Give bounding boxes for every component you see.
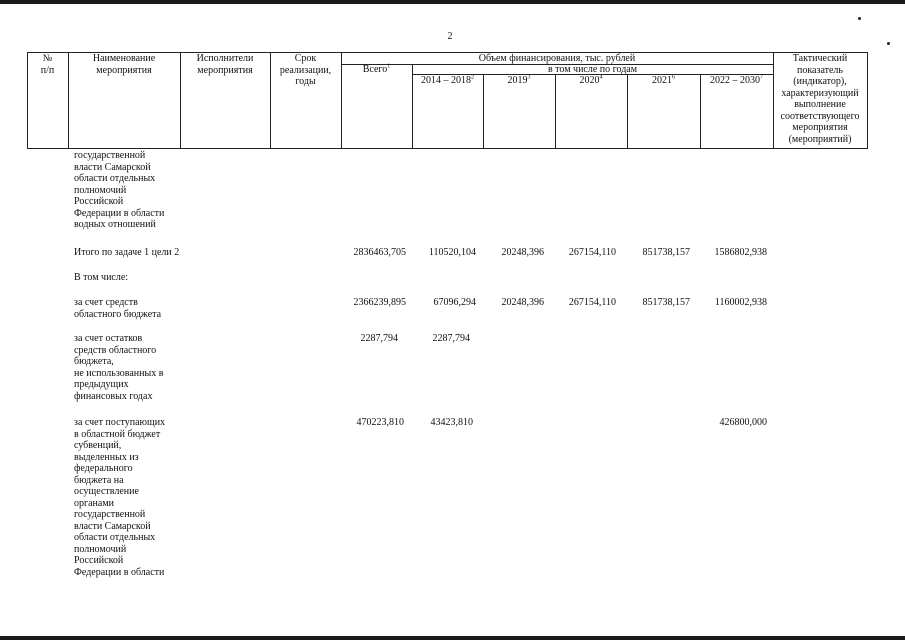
page-number: 2 bbox=[447, 31, 453, 42]
cell-y4: 851738,157 bbox=[642, 247, 690, 258]
cell-total: 2836463,705 bbox=[353, 247, 406, 258]
cell-y4: 851738,157 bbox=[642, 297, 690, 308]
col-y5-header: 2022 – 2030$^7$ bbox=[710, 74, 763, 86]
col-y4-header: 2021$^6$ bbox=[652, 74, 675, 86]
cell-y1: 2287,794 bbox=[432, 333, 470, 344]
col-term-header: Срок реализации, годы bbox=[279, 53, 332, 87]
col-y1-header: 2014 – 2018$^2$ bbox=[421, 74, 474, 86]
cell-y1: 43423,810 bbox=[430, 417, 473, 428]
cell-y1: 110520,104 bbox=[428, 247, 476, 258]
col-executors-header: Исполнители мероприятия bbox=[196, 53, 254, 76]
col-num-header: № п/п bbox=[40, 53, 55, 76]
cell-y5: 1160002,938 bbox=[714, 297, 767, 308]
scan-speck bbox=[858, 17, 861, 20]
cell-y3: 267154,110 bbox=[568, 247, 616, 258]
scan-bottom-edge bbox=[0, 636, 905, 640]
cell-y5: 426800,000 bbox=[719, 417, 767, 428]
cell-total: 2287,794 bbox=[360, 333, 398, 344]
row-label: за счет остатков средств областного бюджета, не использованных в предыдущих финансовых годах bbox=[74, 333, 164, 402]
col-funding-header: Объем финансирования, тыс. рублей bbox=[478, 53, 636, 64]
col-y2-header: 2019$^3$ bbox=[507, 74, 531, 86]
col-y3-header: 2020$^4$ bbox=[579, 74, 603, 86]
row-label: В том числе: bbox=[74, 272, 129, 283]
col-name-header: Наименование мероприятия bbox=[92, 53, 156, 76]
col-total-header: Всего$^1$ bbox=[362, 63, 391, 75]
col-indicator-header: Тактический показатель (индикатор), характеризующий выполнение соответствующего мероприятия (мероприятий) bbox=[780, 53, 860, 145]
cell-y2: 20248,396 bbox=[501, 247, 544, 258]
cell-y5: 1586802,938 bbox=[714, 247, 767, 258]
cell-y1: 67096,294 bbox=[433, 297, 476, 308]
row-label: за счет средств областного бюджета bbox=[74, 297, 162, 320]
continued-text: государственной власти Самарской области отдельных полномочий Российской Федерации в области водных отношений bbox=[74, 150, 165, 230]
scan-top-edge bbox=[0, 0, 905, 4]
cell-y2: 20248,396 bbox=[501, 297, 544, 308]
cell-total: 2366239,895 bbox=[353, 297, 406, 308]
row-label: Итого по задаче 1 цели 2 bbox=[74, 247, 180, 258]
cell-y3: 267154,110 bbox=[568, 297, 616, 308]
cell-total: 470223,810 bbox=[356, 417, 404, 428]
col-years-header: в том числе по годам bbox=[547, 64, 638, 75]
row-label: за счет поступающих в областной бюджет субвенций, выделенных из федерального бюджета на осуществление органами государственной власти Самарской области отдельных полномочий Российской Федерации в области bbox=[74, 417, 166, 578]
scan-speck bbox=[887, 42, 890, 45]
